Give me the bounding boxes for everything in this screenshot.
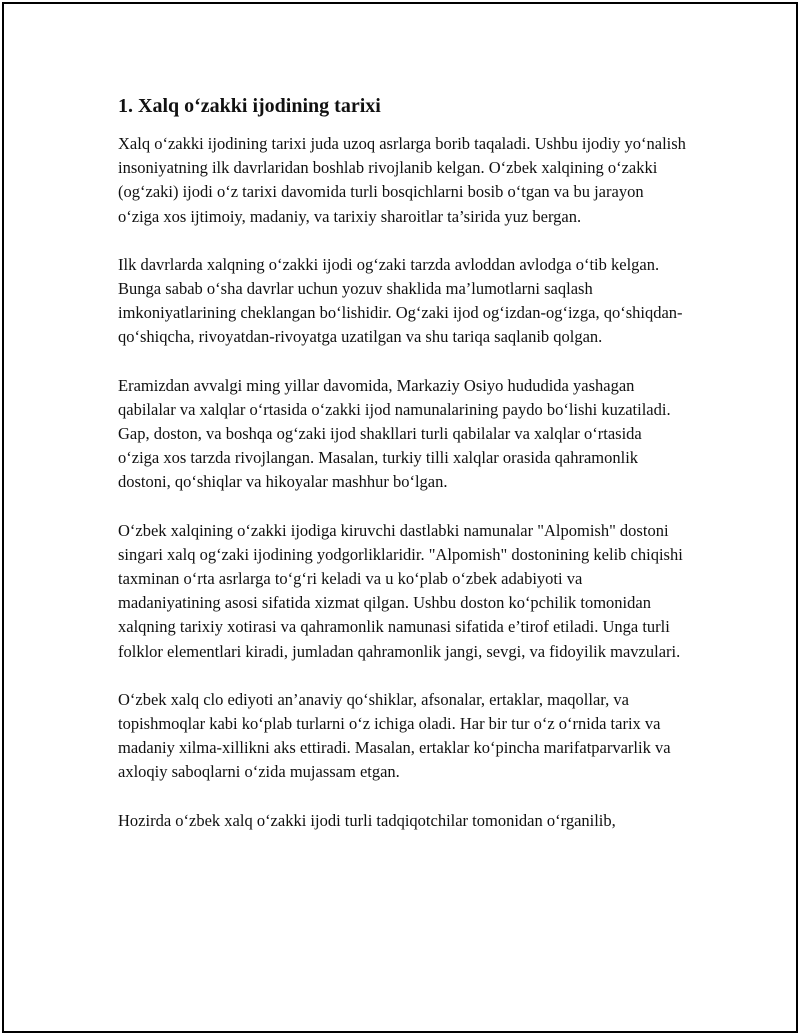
document-page: [118, 92, 686, 833]
paragraph-5: O‘zbek xalq clo ediyoti an’anaviy qo‘shiklar, afsonalar, ertaklar, maqollar, va topishmoqlar kabi ko‘plab turlarni o‘z ichiga oladi. Har bir tur o‘z o‘rnida tarix va madaniy xilma-xillikni aks ettiradi. Masalan, ertaklar ko‘pincha marifatparvarlik va axloqiy saboqlarni o‘zida mujassam etgan.: [118, 689, 671, 782]
paragraph-3: Eramizdan avvalgi ming yillar davomida, Markaziy Osiyo hududida yashagan qabilalar va xalqlar o‘rtasida o‘zakki ijod namunalarining paydo bo‘lishi kuzatiladi. Gap, doston, va boshqa og‘zaki ijod shakllari turli qabilalar va xalqlar o‘rtasida o‘ziga xos tarzda rivojlangan. Masalan, turkiy tilli xalqlar orasida qahramonlik dostoni, qo‘shiqlar va hikoyalar mashhur bo‘lgan.: [118, 375, 671, 492]
paragraph-1: Xalq o‘zakki ijodining tarixi juda uzoq asrlarga borib taqaladi. Ushbu ijodiy yo‘nalish insoniyatning ilk davrlaridan boshlab rivojlanib kelgan. O‘zbek xalqining o‘zakki (og‘zaki) ijodi o‘z tarixi davomida turli bosqichlarni bosib o‘tgan va bu jarayon o‘ziga xos ijtimoiy, madaniy, va tarixiy sharoitlar ta’sirida yuz bergan.: [118, 134, 686, 226]
paragraph-2: Ilk davrlarda xalqning o‘zakki ijodi og‘zaki tarzda avloddan avlodga o‘tib kelgan. Bunga sabab o‘sha davrlar uchun yozuv shaklida ma’lumotlarni saqlash imkoniyatlarining cheklangan bo‘lishidir. Og‘zaki ijod og‘izdan-og‘izga, qo‘shiqdan-qo‘shiqcha, rivoyatdan-rivoyatga uzatilgan va shu tariqa saqlanib qolgan.: [118, 254, 683, 347]
section-title: 1. Xalq o‘zakki ijodining tarixi: [118, 95, 381, 117]
paragraph-4: O‘zbek xalqining o‘zakki ijodiga kiruvchi dastlabki namunalar "Alpomish" dostoni singari xalq og‘zaki ijodining yodgorliklaridir. "Alpomish" dostonining kelib chiqishi taxminan o‘rta asrlarga to‘g‘ri keladi va u ko‘plab o‘zbek adabiyoti va madaniyatining asosi sifatida xizmat qilgan. Ushbu doston ko‘pchilik tomonidan xalqning tarixiy xotirasi va qahramonlik namunasi sifatida e’tirof etiladi. Unga turli folklor elementlari kiradi, jumladan qahramonlik jangi, sevgi, va fidoyilik mavzulari.: [118, 520, 683, 661]
paragraph-6: Hozirda o‘zbek xalq o‘zakki ijodi turli tadqiqotchilar tomonidan o‘rganilib,: [118, 810, 616, 830]
